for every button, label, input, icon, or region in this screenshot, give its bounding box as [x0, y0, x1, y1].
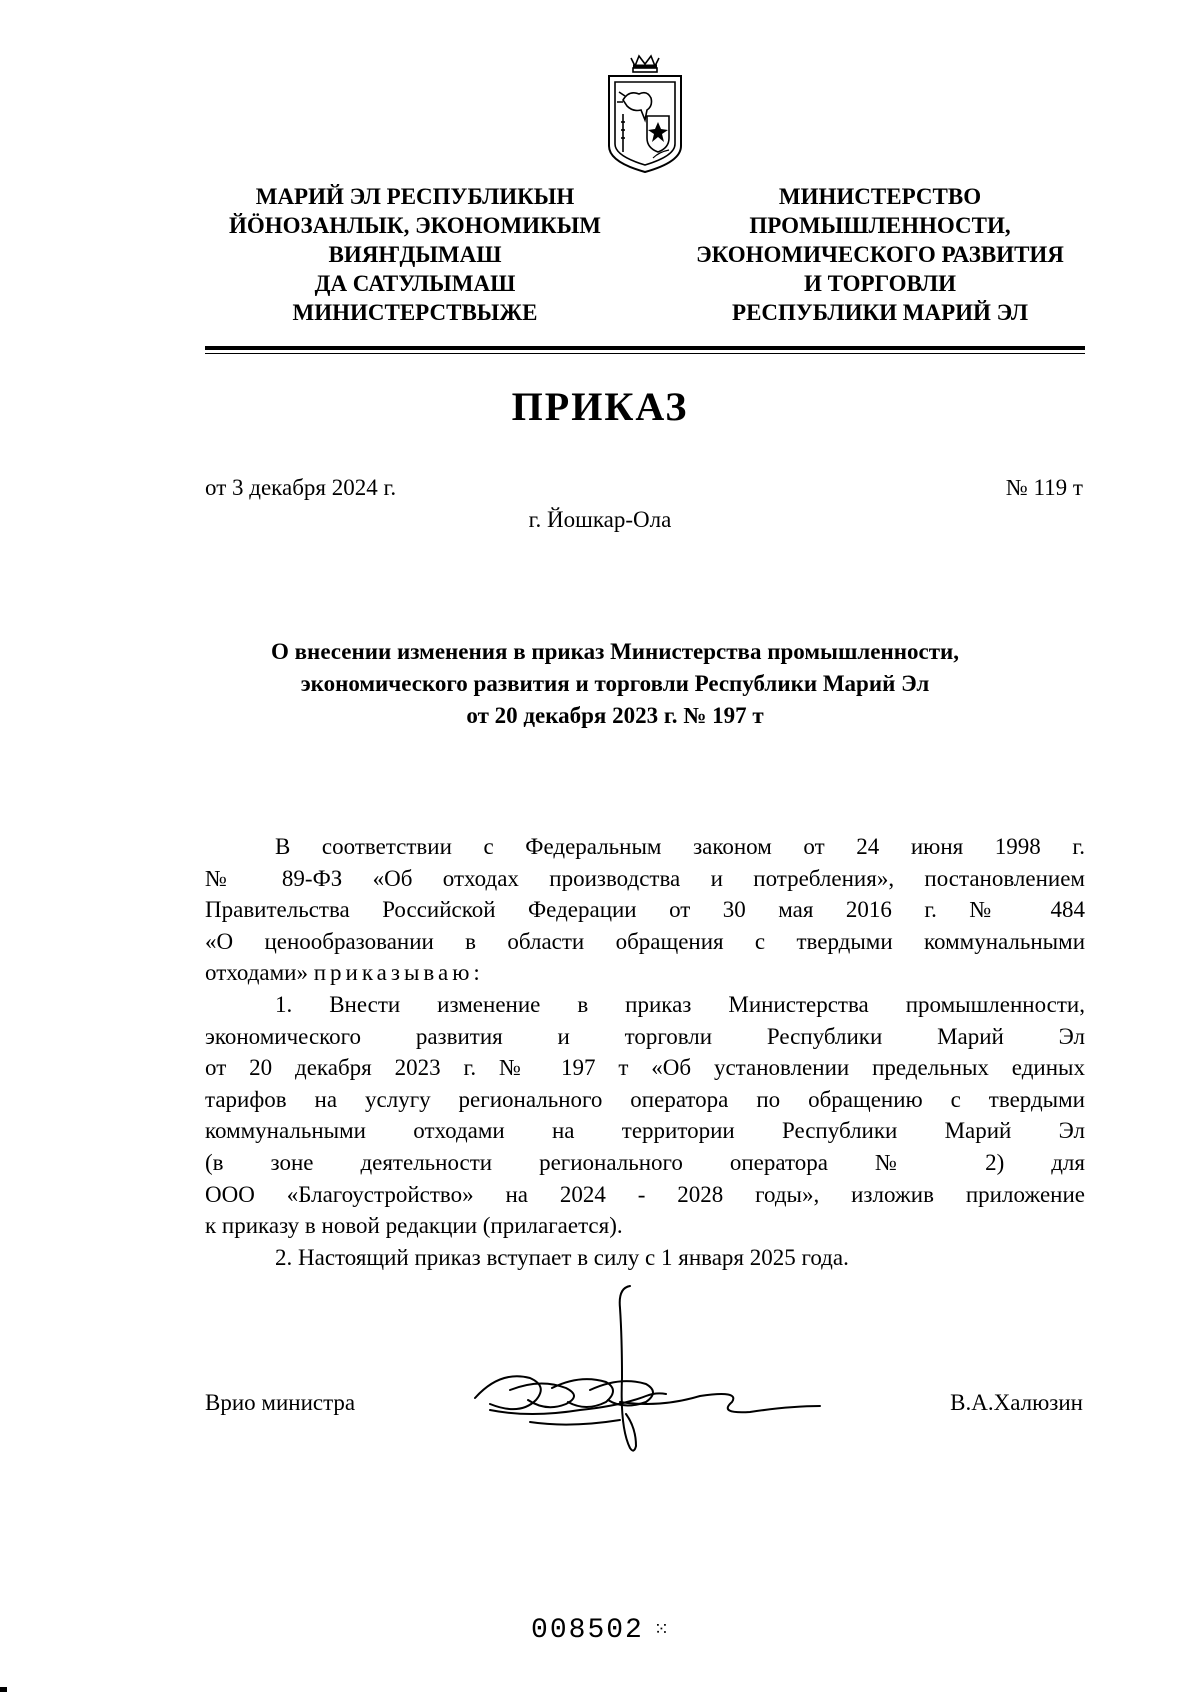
serial-mark-icon: ⁙ — [653, 1620, 669, 1641]
header-left-line: ВИЯҤДЫМАШ — [328, 242, 502, 267]
body-line: 1. Внести изменение в приказ Министерства промышленности, — [275, 991, 1085, 1017]
header-right-line: ПРОМЫШЛЕННОСТИ, — [749, 213, 1011, 238]
body-line: к приказу в новой редакции (прилагается). — [205, 1213, 623, 1239]
serial-number — [0, 1615, 1200, 1646]
body-line: 2. Настоящий приказ вступает в силу с 1 января 2025 года. — [275, 1244, 849, 1270]
header-divider-thin — [205, 353, 1085, 354]
body-line: ООО «Благоустройство» на 2024 - 2028 годы», изложив приложение — [205, 1181, 1085, 1207]
header-right-line: МИНИСТЕРСТВО — [778, 184, 982, 209]
document-subject — [150, 636, 1080, 732]
header-right-line: РЕСПУБЛИКИ МАРИЙ ЭЛ — [732, 300, 1028, 325]
header-divider-thick — [205, 346, 1085, 350]
serial-text: 008502 — [531, 1615, 644, 1646]
subject-line: О внесении изменения в приказ Министерства промышленности, — [271, 639, 959, 664]
body-line: В соответствии с Федеральным законом от 24 июня 1998 г. — [275, 834, 1085, 859]
header-left-line: МИНИСТЕРСТВЫЖЕ — [292, 300, 538, 325]
signature-icon — [470, 1278, 870, 1488]
subject-line: экономического развития и торговли Республики Марий Эл — [300, 671, 930, 696]
subject-line: от 20 декабря 2023 г. № 197 т — [466, 703, 764, 728]
header-left-line: ЙӦНОЗАНЛЫК, ЭКОНОМИКЫМ — [228, 213, 602, 238]
document-city: г. Йошкар-Ола — [528, 507, 672, 532]
body-line: Правительства Российской Федерации от 30 мая 2016 г. № 484 — [205, 897, 1085, 923]
body-text: отходами» — [205, 960, 308, 986]
scan-mark — [0, 1687, 7, 1692]
order-keyword: приказываю: — [313, 960, 484, 986]
body-line: «О ценообразовании в области обращения с твердыми коммунальными — [205, 928, 1085, 954]
body-line: коммунальными отходами на территории Республики Марий Эл — [205, 1118, 1085, 1144]
body-line: тарифов на услугу регионального оператора по обращению с твердыми — [205, 1086, 1085, 1112]
signer-position: Врио министра — [205, 1390, 356, 1415]
header-left-line: ДА САТУЛЫМАШ — [314, 271, 516, 296]
document-body — [205, 831, 1085, 1273]
header-left-line: МАРИЙ ЭЛ РЕСПУБЛИКЫН — [255, 184, 575, 209]
document-date: от 3 декабря 2024 г. — [205, 475, 397, 500]
document-number: № 119 т — [1005, 475, 1083, 500]
header-right-line: И ТОРГОВЛИ — [803, 271, 957, 296]
coat-of-arms-icon — [603, 50, 687, 178]
signer-name: В.А.Халюзин — [950, 1390, 1083, 1415]
header-right-line: ЭКОНОМИЧЕСКОГО РАЗВИТИЯ — [696, 242, 1064, 267]
header-left-block — [200, 182, 630, 327]
document-type-title: ПРИКАЗ — [511, 384, 689, 429]
body-line: от 20 декабря 2023 г. № 197 т «Об установлении предельных единых — [205, 1055, 1085, 1081]
body-line: (в зоне деятельности регионального оператора № 2) для — [205, 1149, 1085, 1175]
body-line: экономического развития и торговли Республики Марий Эл — [205, 1023, 1085, 1049]
body-line — [205, 957, 1085, 989]
header-right-block — [660, 182, 1100, 327]
body-line: № 89-ФЗ «Об отходах производства и потребления», постановлением — [205, 865, 1085, 891]
